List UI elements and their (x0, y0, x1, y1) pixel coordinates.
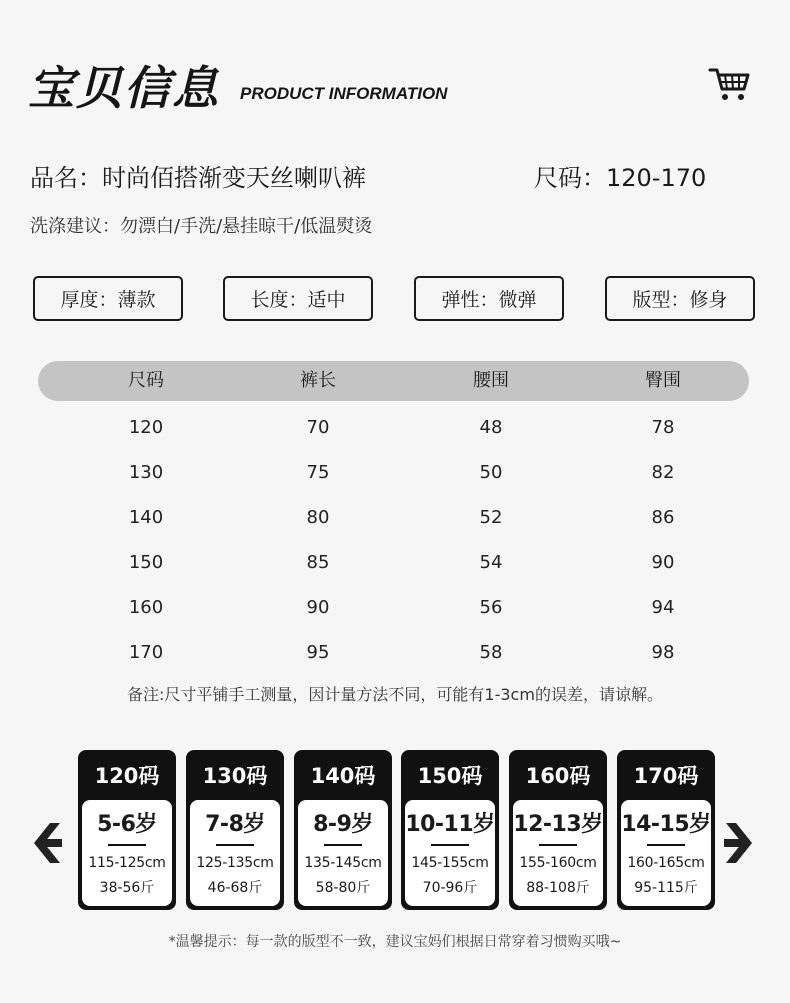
height-range: 155-160cm (519, 855, 597, 871)
height-range: 160-165cm (627, 855, 705, 871)
size-card-label: 140码 (310, 764, 376, 788)
weight-range: 46-68斤 (207, 880, 263, 896)
table-cell: 140 (128, 507, 164, 528)
size-card-label: 170码 (633, 764, 699, 788)
size-card-130[interactable] (186, 750, 284, 910)
weight-range: 70-96斤 (422, 880, 478, 896)
size-card-label: 160码 (525, 764, 591, 788)
divider (216, 844, 254, 846)
arrow-left-icon[interactable] (26, 821, 62, 865)
divider (647, 844, 685, 846)
page-subtitle: PRODUCT INFORMATION (240, 84, 448, 103)
table-cell: 52 (479, 507, 503, 528)
age-range: 8-9岁 (313, 812, 373, 837)
table-cell: 85 (306, 552, 330, 573)
divider (108, 844, 146, 846)
divider (539, 844, 577, 846)
attribute-fit: 版型：修身 (605, 276, 755, 321)
size-card-label: 150码 (417, 764, 483, 788)
wash-instructions: 洗涤建议：勿漂白/手洗/悬挂晾干/低温熨烫 (30, 216, 373, 237)
age-range: 12-13岁 (513, 812, 603, 837)
table-cell: 98 (651, 642, 675, 663)
attribute-thickness: 厚度：薄款 (33, 276, 183, 321)
size-card-label: 120码 (94, 764, 160, 788)
attribute-length: 长度：适中 (223, 276, 373, 321)
table-cell: 90 (306, 597, 330, 618)
page-title: 宝贝信息 (28, 61, 220, 115)
size-card-140[interactable] (294, 750, 392, 910)
size-card-body (513, 800, 603, 906)
size-card-body (298, 800, 388, 906)
measurement-note: 备注:尺寸平铺手工测量，因计量方法不同，可能有1-3cm的误差，请谅解。 (127, 685, 663, 704)
table-cell: 130 (128, 462, 164, 483)
buying-tip: *温馨提示：每一款的版型不一致，建议宝妈们根据日常穿着习惯购买哦~ (168, 934, 622, 950)
weight-range: 38-56斤 (99, 880, 155, 896)
table-cell: 48 (479, 417, 503, 438)
table-cell: 70 (306, 417, 330, 438)
size-card-body (405, 800, 495, 906)
table-cell: 150 (128, 552, 164, 573)
column-header-waist: 腰围 (473, 370, 509, 391)
age-range: 10-11岁 (405, 812, 495, 837)
size-card-170[interactable] (617, 750, 715, 910)
size-card-body (82, 800, 172, 906)
table-cell: 86 (651, 507, 675, 528)
age-range: 14-15岁 (621, 812, 711, 837)
table-cell: 80 (306, 507, 330, 528)
weight-range: 95-115斤 (634, 880, 698, 896)
column-header-size: 尺码 (128, 370, 164, 391)
divider (431, 844, 469, 846)
table-cell: 54 (479, 552, 503, 573)
attribute-elasticity: 弹性：微弹 (414, 276, 564, 321)
height-range: 115-125cm (88, 855, 166, 871)
table-cell: 160 (128, 597, 164, 618)
table-cell: 82 (651, 462, 675, 483)
table-cell: 170 (128, 642, 164, 663)
size-card-160[interactable] (509, 750, 607, 910)
table-cell: 75 (306, 462, 330, 483)
height-range: 125-135cm (196, 855, 274, 871)
column-header-hip: 臀围 (645, 370, 681, 391)
size-table-header (38, 361, 749, 401)
product-name: 品名：时尚佰搭渐变天丝喇叭裤 (30, 164, 366, 192)
size-card-body (621, 800, 711, 906)
arrow-right-icon[interactable] (724, 821, 760, 865)
size-range: 尺码：120-170 (534, 164, 707, 192)
height-range: 145-155cm (411, 855, 489, 871)
size-card-body (190, 800, 280, 906)
weight-range: 88-108斤 (526, 880, 590, 896)
weight-range: 58-80斤 (315, 880, 371, 896)
size-card-150[interactable] (401, 750, 499, 910)
table-cell: 90 (651, 552, 675, 573)
table-cell: 56 (479, 597, 503, 618)
table-cell: 94 (651, 597, 675, 618)
table-cell: 78 (651, 417, 675, 438)
table-cell: 95 (306, 642, 330, 663)
table-cell: 58 (479, 642, 503, 663)
table-cell: 120 (128, 417, 164, 438)
shopping-cart-icon[interactable] (708, 66, 750, 102)
size-card-label: 130码 (202, 764, 268, 788)
age-range: 5-6岁 (97, 812, 157, 837)
age-range: 7-8岁 (205, 812, 265, 837)
size-card-120[interactable] (78, 750, 176, 910)
table-cell: 50 (479, 462, 503, 483)
height-range: 135-145cm (304, 855, 382, 871)
divider (324, 844, 362, 846)
column-header-length: 裤长 (300, 370, 336, 391)
